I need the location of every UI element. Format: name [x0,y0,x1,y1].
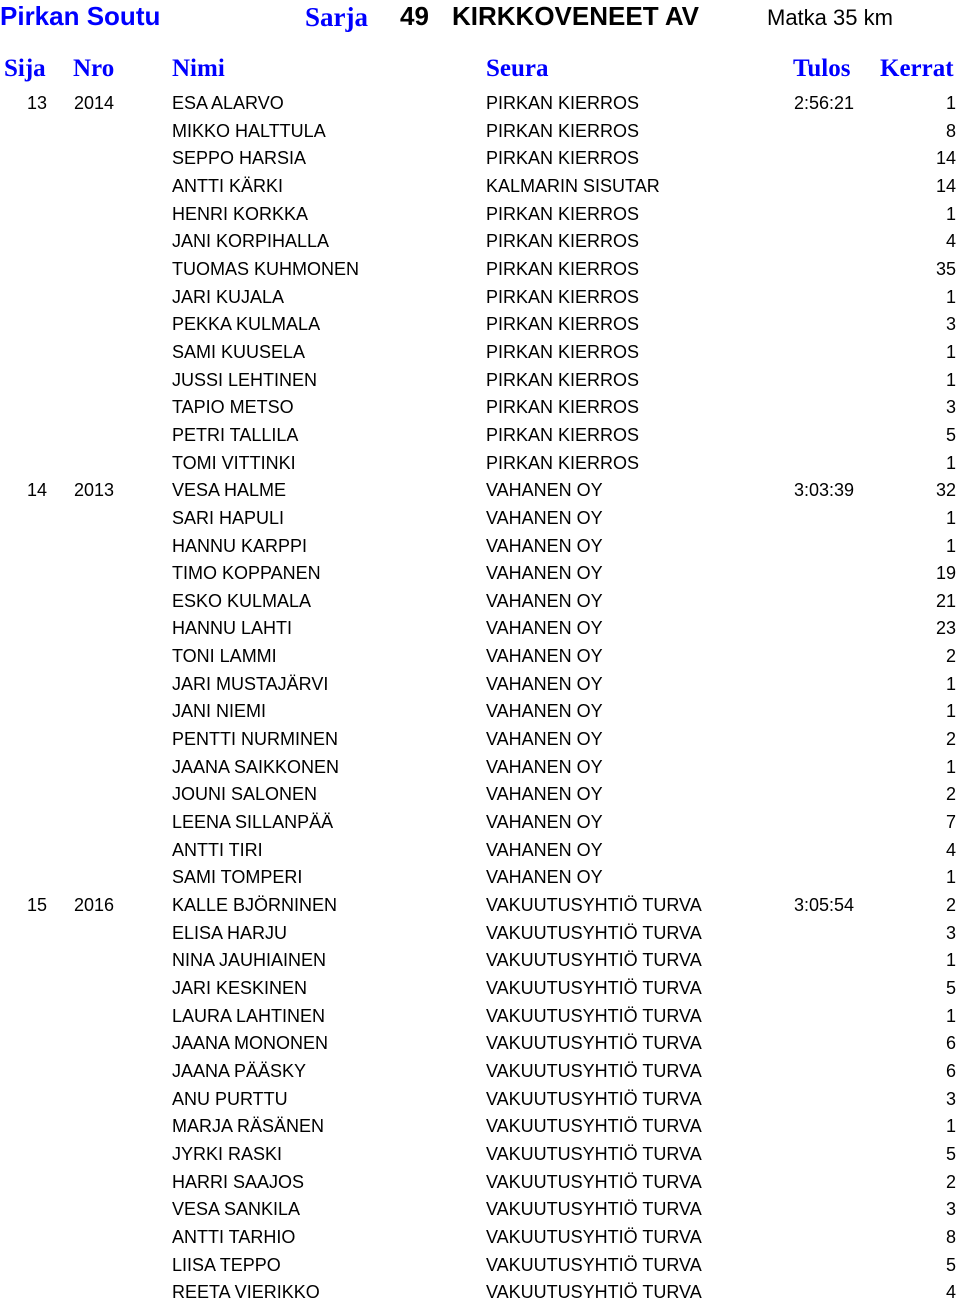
cell-seura: VAHANEN OY [486,784,603,805]
cell-nimi: MIKKO HALTTULA [172,120,326,141]
cell-nimi: VESA SANKILA [172,1199,301,1220]
cell-seura: VAKUUTUSYHTIÖ TURVA [486,922,702,943]
table-row [0,615,960,643]
cell-nimi: LAURA LAHTINEN [172,1005,326,1026]
cell-nimi: TIMO KOPPANEN [172,563,321,584]
column-header-nro: Nro [73,55,115,82]
cell-nimi: JAANA PÄÄSKY [172,1060,307,1081]
cell-nimi: ELISA HARJU [172,922,288,943]
table-row [0,698,960,726]
table-row [0,422,960,450]
cell-seura: VAKUUTUSYHTIÖ TURVA [486,950,702,971]
cell-nimi: HANNU LAHTI [172,618,293,639]
table-row [0,975,960,1003]
cell-nimi: LEENA SILLANPÄÄ [172,812,334,833]
cell-kerrat: 19 [935,563,956,584]
cell-tulos: 2:56:21 [793,93,854,113]
cell-nimi: NINA JAUHIAINEN [172,950,327,971]
cell-kerrat: 1 [945,535,956,556]
cell-seura: VAHANEN OY [486,729,603,750]
table-row [0,173,960,201]
table-row [0,781,960,809]
cell-seura: VAHANEN OY [486,701,603,722]
cell-nimi: JUSSI LEHTINEN [172,369,318,390]
cell-seura: PIRKAN KIERROS [486,369,640,390]
table-row [0,1169,960,1197]
cell-nimi: LIISA TEPPO [172,1254,281,1275]
cell-nimi: JARI MUSTAJÄRVI [172,673,329,694]
cell-seura: VAKUUTUSYHTIÖ TURVA [486,1282,702,1303]
cell-seura: PIRKAN KIERROS [486,231,640,252]
cell-seura: PIRKAN KIERROS [486,341,640,362]
table-row [0,671,960,699]
cell-nimi: SARI HAPULI [172,507,285,528]
cell-kerrat: 35 [935,258,956,279]
cell-nimi: ESA ALARVO [172,93,284,113]
cell-seura: PIRKAN KIERROS [486,148,640,169]
cell-nimi: HARRI SAAJOS [172,1171,305,1192]
cell-nro: 2013 [74,480,115,501]
cell-kerrat: 1 [945,950,956,971]
cell-nimi: TAPIO METSO [172,397,294,418]
cell-nimi: SEPPO HARSIA [172,148,307,169]
cell-nimi: JYRKI RASKI [172,1143,283,1164]
table-row [0,1113,960,1141]
cell-seura: VAHANEN OY [486,480,603,501]
cell-seura: VAHANEN OY [486,756,603,777]
cell-kerrat: 6 [945,1033,956,1054]
column-header-seura: Seura [486,55,549,82]
distance-label: Matka 35 km [767,5,893,30]
table-row [0,560,960,588]
table-row [0,1030,960,1058]
cell-kerrat: 1 [945,203,956,224]
table-row [0,394,960,422]
cell-nimi: JOUNI SALONEN [172,784,318,805]
cell-nimi: SAMI KUUSELA [172,341,306,362]
table-row [0,754,960,782]
cell-kerrat: 1 [945,756,956,777]
column-header-row [0,53,960,87]
cell-tulos: 3:05:54 [793,895,854,916]
cell-seura: VAKUUTUSYHTIÖ TURVA [486,1199,702,1220]
results-table [0,90,960,1307]
cell-nimi: TOMI VITTINKI [172,452,296,473]
cell-nimi: MARJA RÄSÄNEN [172,1116,325,1137]
cell-nimi: PETRI TALLILA [172,424,299,445]
cell-tulos: 3:03:39 [793,480,854,501]
cell-nimi: PEKKA KULMALA [172,314,321,335]
cell-kerrat: 2 [945,646,956,667]
cell-kerrat: 1 [945,673,956,694]
cell-seura: VAKUUTUSYHTIÖ TURVA [486,1116,702,1137]
cell-seura: VAHANEN OY [486,673,603,694]
table-row [0,1224,960,1252]
table-row [0,339,960,367]
cell-kerrat: 5 [945,1254,956,1275]
table-row [0,1003,960,1031]
column-header-nimi: Nimi [172,55,225,82]
cell-kerrat: 1 [945,286,956,307]
cell-kerrat: 8 [945,120,956,141]
cell-nimi: ANTTI TARHIO [172,1226,296,1247]
cell-kerrat: 5 [945,978,956,998]
cell-kerrat: 1 [945,452,956,473]
series-label: Sarja [305,2,368,32]
cell-seura: VAKUUTUSYHTIÖ TURVA [486,1254,702,1275]
cell-nimi: JARI KUJALA [172,286,285,307]
table-row [0,1252,960,1280]
table-row [0,477,960,505]
cell-kerrat: 23 [935,618,956,639]
cell-kerrat: 1 [945,867,956,888]
cell-seura: VAKUUTUSYHTIÖ TURVA [486,1088,702,1109]
cell-seura: VAHANEN OY [486,563,603,584]
table-row [0,1141,960,1169]
column-header-tulos: Tulos [793,55,851,82]
cell-kerrat: 5 [945,424,956,445]
page-header [0,0,960,34]
cell-kerrat: 3 [945,922,956,943]
cell-seura: VAKUUTUSYHTIÖ TURVA [486,978,702,998]
cell-kerrat: 2 [945,895,956,916]
cell-seura: VAKUUTUSYHTIÖ TURVA [486,895,702,916]
cell-seura: PIRKAN KIERROS [486,397,640,418]
cell-nimi: JAANA MONONEN [172,1033,329,1054]
table-row [0,256,960,284]
table-row [0,588,960,616]
table-row [0,201,960,229]
cell-nimi: HANNU KARPPI [172,535,308,556]
cell-nimi: JANI NIEMI [172,701,267,722]
cell-seura: VAKUUTUSYHTIÖ TURVA [486,1171,702,1192]
cell-nimi: SAMI TOMPERI [172,867,303,888]
cell-seura: VAHANEN OY [486,590,603,611]
cell-seura: PIRKAN KIERROS [486,424,640,445]
table-row [0,450,960,478]
series-name: KIRKKOVENEET AV [452,1,700,31]
cell-seura: VAKUUTUSYHTIÖ TURVA [486,1060,702,1081]
cell-seura: PIRKAN KIERROS [486,93,640,113]
cell-kerrat: 14 [935,175,956,196]
cell-kerrat: 21 [935,590,956,611]
table-row [0,809,960,837]
cell-kerrat: 6 [945,1060,956,1081]
table-row [0,947,960,975]
cell-kerrat: 4 [945,231,956,252]
table-row [0,726,960,754]
cell-seura: PIRKAN KIERROS [486,120,640,141]
cell-nimi: PENTTI NURMINEN [172,729,338,750]
cell-seura: VAKUUTUSYHTIÖ TURVA [486,1033,702,1054]
table-row [0,90,960,118]
cell-seura: PIRKAN KIERROS [486,314,640,335]
cell-seura: VAHANEN OY [486,867,603,888]
table-row [0,837,960,865]
cell-seura: VAHANEN OY [486,839,603,860]
cell-nimi: VESA HALME [172,480,287,501]
table-row [0,643,960,671]
cell-seura: VAKUUTUSYHTIÖ TURVA [486,1005,702,1026]
cell-nimi: ANU PURTTU [172,1088,288,1109]
cell-nimi: ANTTI TIRI [172,839,263,860]
cell-seura: VAHANEN OY [486,507,603,528]
cell-seura: VAKUUTUSYHTIÖ TURVA [486,1226,702,1247]
cell-kerrat: 1 [945,93,956,113]
cell-seura: VAHANEN OY [486,535,603,556]
cell-kerrat: 3 [945,1199,956,1220]
cell-kerrat: 1 [945,701,956,722]
cell-nimi: JANI KORPIHALLA [172,231,330,252]
cell-nimi: KALLE BJÖRNINEN [172,895,338,916]
cell-seura: PIRKAN KIERROS [486,286,640,307]
cell-kerrat: 1 [945,369,956,390]
cell-nimi: ESKO KULMALA [172,590,312,611]
cell-kerrat: 1 [945,341,956,362]
cell-kerrat: 7 [945,812,956,833]
cell-nimi: ANTTI KÄRKI [172,175,284,196]
event-title: Pirkan Soutu [0,1,161,31]
cell-nimi: HENRI KORKKA [172,203,309,224]
cell-nro: 2014 [74,93,115,113]
cell-seura: PIRKAN KIERROS [486,258,640,279]
cell-kerrat: 2 [945,1171,956,1192]
cell-seura: PIRKAN KIERROS [486,452,640,473]
cell-kerrat: 4 [945,839,956,860]
table-row [0,284,960,312]
table-row [0,1086,960,1114]
cell-kerrat: 2 [945,784,956,805]
cell-nimi: TONI LAMMI [172,646,277,667]
cell-kerrat: 1 [945,1116,956,1137]
cell-nimi: JARI KESKINEN [172,978,308,998]
table-row [0,118,960,146]
table-row [0,145,960,173]
cell-kerrat: 1 [945,507,956,528]
cell-seura: KALMARIN SISUTAR [486,175,660,196]
cell-seura: PIRKAN KIERROS [486,203,640,224]
cell-kerrat: 3 [945,314,956,335]
cell-kerrat: 4 [945,1282,956,1303]
cell-seura: VAHANEN OY [486,812,603,833]
cell-nimi: REETA VIERIKKO [172,1282,320,1303]
cell-kerrat: 14 [935,148,956,169]
table-row [0,505,960,533]
cell-nimi: JAANA SAIKKONEN [172,756,340,777]
cell-nimi: TUOMAS KUHMONEN [172,258,360,279]
table-row [0,892,960,920]
column-header-kerrat: Kerrat [880,55,954,82]
cell-kerrat: 3 [945,397,956,418]
cell-seura: VAHANEN OY [486,618,603,639]
table-row [0,1058,960,1086]
table-row [0,864,960,892]
series-number: 49 [400,1,429,31]
cell-kerrat: 2 [945,729,956,750]
cell-nro: 2016 [74,895,115,916]
table-row [0,1196,960,1224]
cell-sija: 15 [27,895,48,916]
cell-sija: 14 [27,480,48,501]
column-header-sija: Sija [4,55,46,82]
cell-seura: VAHANEN OY [486,646,603,667]
cell-seura: VAKUUTUSYHTIÖ TURVA [486,1143,702,1164]
cell-sija: 13 [27,93,48,113]
table-row [0,533,960,561]
cell-kerrat: 8 [945,1226,956,1247]
table-row [0,920,960,948]
table-row [0,311,960,339]
table-row [0,228,960,256]
table-row [0,367,960,395]
cell-kerrat: 32 [935,480,956,501]
cell-kerrat: 1 [945,1005,956,1026]
cell-kerrat: 3 [945,1088,956,1109]
cell-kerrat: 5 [945,1143,956,1164]
